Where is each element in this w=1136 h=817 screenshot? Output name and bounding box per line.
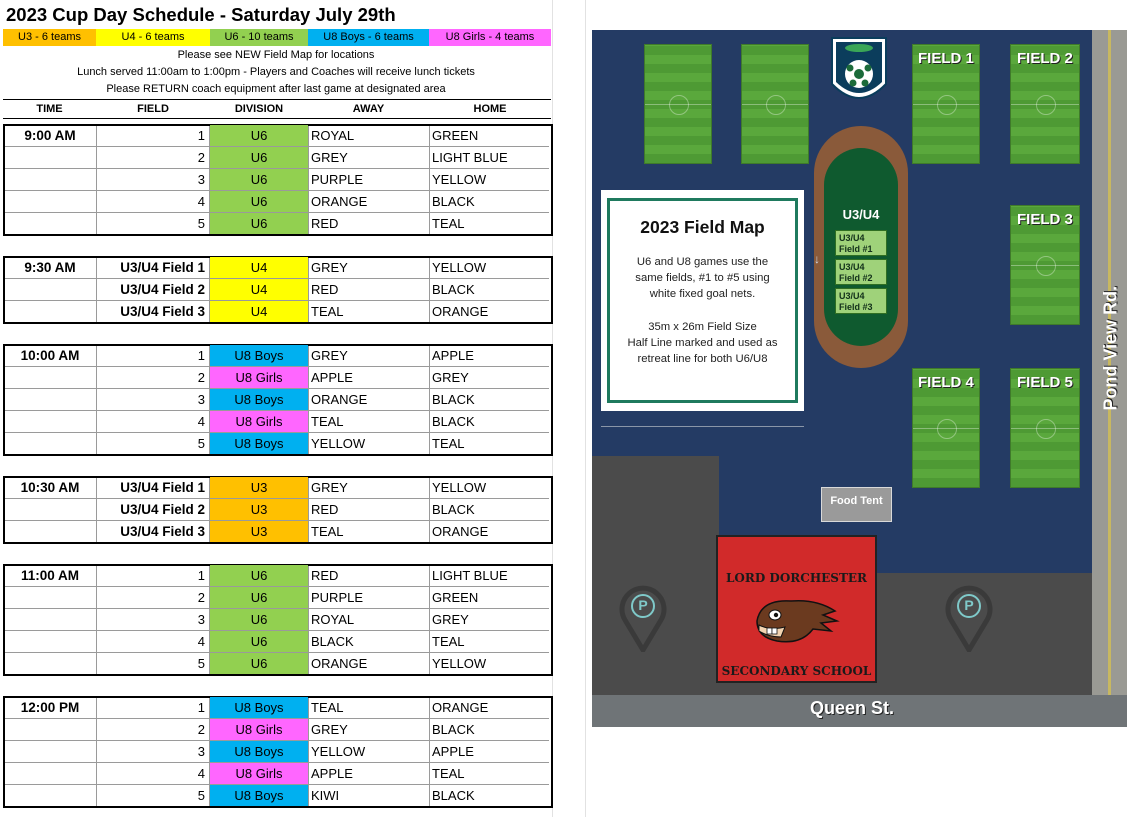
division-cell: U8 Boys bbox=[210, 345, 308, 366]
home-team-cell: YELLOW bbox=[432, 480, 487, 495]
note-equipment: Please RETURN coach equipment after last game at designated area bbox=[106, 83, 446, 95]
division-cell: U8 Girls bbox=[210, 367, 308, 388]
field-cell: U3/U4 Field 2 bbox=[120, 502, 205, 517]
home-team-cell: GREY bbox=[432, 612, 469, 627]
field-cell: 4 bbox=[197, 634, 205, 649]
away-team-cell: BLACK bbox=[311, 634, 354, 649]
home-team-cell: TEAL bbox=[432, 436, 465, 451]
home-team-cell: ORANGE bbox=[432, 304, 489, 319]
field-cell: 2 bbox=[197, 370, 205, 385]
away-team-cell: GREY bbox=[311, 150, 348, 165]
home-team-cell: LIGHT BLUE bbox=[432, 568, 508, 583]
column-divider bbox=[429, 346, 430, 454]
home-team-cell: GREEN bbox=[432, 128, 479, 143]
division-cell: U3 bbox=[210, 521, 308, 542]
away-team-cell: ROYAL bbox=[311, 612, 355, 627]
division-cell: U4 bbox=[210, 279, 308, 300]
column-divider bbox=[429, 566, 430, 674]
home-team-cell: ORANGE bbox=[432, 700, 489, 715]
home-team-cell: BLACK bbox=[432, 194, 475, 209]
small-field-3: U3/U4 Field #3 bbox=[835, 288, 887, 314]
division-cell: U6 bbox=[210, 191, 308, 212]
column-divider bbox=[308, 698, 309, 806]
column-divider bbox=[308, 566, 309, 674]
header-rule bbox=[3, 118, 551, 119]
away-team-cell: GREY bbox=[311, 722, 348, 737]
map-info-line: retreat line for both U6/U8 bbox=[637, 353, 768, 366]
column-divider bbox=[308, 258, 309, 322]
map-info-line: Half Line marked and used as bbox=[627, 336, 778, 349]
time-cell: 11:00 AM bbox=[20, 568, 80, 583]
note-lunch: Lunch served 11:00am to 1:00pm - Players and Coaches will receive lunch tickets bbox=[77, 66, 475, 78]
field-cell: U3/U4 Field 3 bbox=[120, 304, 205, 319]
header-division: DIVISION bbox=[234, 103, 284, 115]
away-team-cell: YELLOW bbox=[311, 436, 366, 451]
field-cell: 3 bbox=[197, 392, 205, 407]
away-team-cell: KIWI bbox=[311, 788, 340, 803]
field-cell: 5 bbox=[197, 216, 205, 231]
school-building bbox=[716, 535, 877, 683]
beaver-mascot-icon bbox=[751, 591, 841, 651]
away-team-cell: RED bbox=[311, 282, 339, 297]
time-cell: 9:00 AM bbox=[24, 128, 76, 143]
field-cell: 4 bbox=[197, 414, 205, 429]
pitch-unlabeled-2 bbox=[741, 44, 809, 164]
column-divider bbox=[429, 478, 430, 542]
away-team-cell: ORANGE bbox=[311, 194, 368, 209]
road-label-queen-st: Queen St. bbox=[810, 698, 895, 718]
field-cell: 1 bbox=[197, 700, 205, 715]
away-team-cell: ORANGE bbox=[311, 656, 368, 671]
home-team-cell: ORANGE bbox=[432, 524, 489, 539]
away-team-cell: PURPLE bbox=[311, 172, 364, 187]
field-3-label: FIELD 3 bbox=[1017, 211, 1073, 228]
home-team-cell: APPLE bbox=[432, 744, 474, 759]
away-team-cell: TEAL bbox=[311, 524, 344, 539]
header-time: TIME bbox=[36, 103, 63, 115]
away-team-cell: APPLE bbox=[311, 370, 353, 385]
away-team-cell: PURPLE bbox=[311, 590, 364, 605]
map-info-box bbox=[601, 190, 804, 411]
home-team-cell: TEAL bbox=[432, 766, 465, 781]
map-info-line: same fields, #1 to #5 using bbox=[635, 272, 770, 285]
note-field-map: Please see NEW Field Map for locations bbox=[177, 49, 375, 61]
page-title: 2023 Cup Day Schedule - Saturday July 29th bbox=[6, 4, 396, 25]
division-cell: U8 Girls bbox=[210, 763, 308, 784]
road-label-pond-view-rd: Pond View Rd. bbox=[1100, 285, 1121, 411]
club-logo bbox=[829, 36, 889, 110]
division-cell: U8 Boys bbox=[210, 389, 308, 410]
away-team-cell: RED bbox=[311, 216, 339, 231]
away-team-cell: ROYAL bbox=[311, 128, 355, 143]
column-divider bbox=[429, 258, 430, 322]
arrow-down-icon: ↓ bbox=[814, 252, 820, 266]
division-cell: U8 Boys bbox=[210, 697, 308, 718]
time-cell: 12:00 PM bbox=[20, 700, 80, 715]
field-4-label: FIELD 4 bbox=[918, 374, 974, 391]
away-team-cell: APPLE bbox=[311, 766, 353, 781]
legend-u8-boys: U8 Boys - 6 teams bbox=[308, 29, 429, 46]
division-cell: U8 Boys bbox=[210, 433, 308, 454]
small-field-1: U3/U4 Field #1 bbox=[835, 230, 887, 256]
field-cell: U3/U4 Field 1 bbox=[120, 260, 205, 275]
map-info-text bbox=[601, 254, 804, 367]
division-cell: U8 Boys bbox=[210, 785, 308, 806]
legend-u3: U3 - 6 teams bbox=[3, 29, 96, 46]
field-cell: 5 bbox=[197, 436, 205, 451]
field-5-label: FIELD 5 bbox=[1017, 374, 1073, 391]
division-cell: U6 bbox=[210, 609, 308, 630]
field-cell: U3/U4 Field 1 bbox=[120, 480, 205, 495]
field-cell: 2 bbox=[197, 722, 205, 737]
home-team-cell: YELLOW bbox=[432, 172, 487, 187]
away-team-cell: TEAL bbox=[311, 304, 344, 319]
away-team-cell: GREY bbox=[311, 348, 348, 363]
small-field-2: U3/U4 Field #2 bbox=[835, 259, 887, 285]
home-team-cell: TEAL bbox=[432, 634, 465, 649]
field-cell: 1 bbox=[197, 568, 205, 583]
header-away: AWAY bbox=[352, 103, 385, 115]
column-divider bbox=[429, 698, 430, 806]
away-team-cell: ORANGE bbox=[311, 392, 368, 407]
column-divider bbox=[429, 126, 430, 234]
map-info-line: white fixed goal nets. bbox=[649, 288, 756, 301]
home-team-cell: YELLOW bbox=[432, 656, 487, 671]
field-cell: 3 bbox=[197, 744, 205, 759]
home-team-cell: APPLE bbox=[432, 348, 474, 363]
division-cell: U6 bbox=[210, 653, 308, 674]
division-cell: U8 Boys bbox=[210, 741, 308, 762]
column-divider bbox=[308, 478, 309, 542]
field-cell: 5 bbox=[197, 788, 205, 803]
header-home: HOME bbox=[473, 103, 507, 115]
column-divider bbox=[308, 346, 309, 454]
division-cell: U6 bbox=[210, 213, 308, 234]
home-team-cell: LIGHT BLUE bbox=[432, 150, 508, 165]
division-cell: U3 bbox=[210, 499, 308, 520]
away-team-cell: YELLOW bbox=[311, 744, 366, 759]
time-cell: 9:30 AM bbox=[24, 260, 76, 275]
home-team-cell: YELLOW bbox=[432, 260, 487, 275]
home-team-cell: BLACK bbox=[432, 502, 475, 517]
home-team-cell: GREY bbox=[432, 370, 469, 385]
map-title: 2023 Field Map bbox=[640, 217, 765, 237]
home-team-cell: BLACK bbox=[432, 392, 475, 407]
school-name-bottom: SECONDARY SCHOOL bbox=[721, 664, 872, 678]
track-label: U3/U4 bbox=[842, 207, 880, 222]
away-team-cell: TEAL bbox=[311, 700, 344, 715]
field-cell: 2 bbox=[197, 150, 205, 165]
legend-u4: U4 - 6 teams bbox=[96, 29, 210, 46]
field-cell: 1 bbox=[197, 348, 205, 363]
parking-pin-icon bbox=[945, 580, 993, 652]
division-cell: U4 bbox=[210, 257, 308, 278]
pitch-unlabeled-1 bbox=[644, 44, 712, 164]
field-2-label: FIELD 2 bbox=[1017, 50, 1073, 67]
field-cell: U3/U4 Field 2 bbox=[120, 282, 205, 297]
field-map bbox=[592, 30, 1127, 727]
field-cell: 3 bbox=[197, 172, 205, 187]
field-cell: 2 bbox=[197, 590, 205, 605]
time-cell: 10:00 AM bbox=[20, 348, 80, 363]
away-team-cell: RED bbox=[311, 568, 339, 583]
division-cell: U6 bbox=[210, 565, 308, 586]
legend-u6: U6 - 10 teams bbox=[210, 29, 308, 46]
away-team-cell: RED bbox=[311, 502, 339, 517]
school-name-top: LORD DORCHESTER bbox=[725, 571, 868, 585]
time-cell: 10:30 AM bbox=[20, 480, 80, 495]
field-1-label: FIELD 1 bbox=[918, 50, 974, 67]
division-cell: U6 bbox=[210, 147, 308, 168]
field-cell: 3 bbox=[197, 612, 205, 627]
home-team-cell: BLACK bbox=[432, 414, 475, 429]
division-cell: U8 Girls bbox=[210, 411, 308, 432]
column-divider bbox=[308, 126, 309, 234]
home-team-cell: BLACK bbox=[432, 722, 475, 737]
division-cell: U6 bbox=[210, 125, 308, 146]
away-team-cell: GREY bbox=[311, 480, 348, 495]
food-tent: Food Tent bbox=[821, 487, 892, 522]
division-cell: U6 bbox=[210, 169, 308, 190]
division-cell: U6 bbox=[210, 631, 308, 652]
field-cell: 5 bbox=[197, 656, 205, 671]
field-cell: 1 bbox=[197, 128, 205, 143]
parking-symbol: P bbox=[638, 597, 648, 613]
home-team-cell: GREEN bbox=[432, 590, 479, 605]
map-info-line: U6 and U8 games use the bbox=[636, 256, 769, 268]
home-team-cell: BLACK bbox=[432, 788, 475, 803]
division-cell: U8 Girls bbox=[210, 719, 308, 740]
parking-lot-left bbox=[592, 456, 719, 695]
parking-symbol: P bbox=[964, 597, 974, 613]
parking-pin-icon bbox=[619, 580, 667, 652]
away-team-cell: TEAL bbox=[311, 414, 344, 429]
field-cell: 4 bbox=[197, 194, 205, 209]
away-team-cell: GREY bbox=[311, 260, 348, 275]
divider bbox=[601, 426, 804, 427]
header-field: FIELD bbox=[137, 103, 169, 115]
map-info-line: 35m x 26m Field Size bbox=[648, 320, 757, 333]
grid-line bbox=[585, 0, 586, 817]
home-team-cell: TEAL bbox=[432, 216, 465, 231]
division-cell: U3 bbox=[210, 477, 308, 498]
map-info-line bbox=[601, 303, 804, 319]
home-team-cell: BLACK bbox=[432, 282, 475, 297]
division-cell: U6 bbox=[210, 587, 308, 608]
division-cell: U4 bbox=[210, 301, 308, 322]
legend-u8-girls: U8 Girls - 4 teams bbox=[429, 29, 551, 46]
field-cell: U3/U4 Field 3 bbox=[120, 524, 205, 539]
field-cell: 4 bbox=[197, 766, 205, 781]
